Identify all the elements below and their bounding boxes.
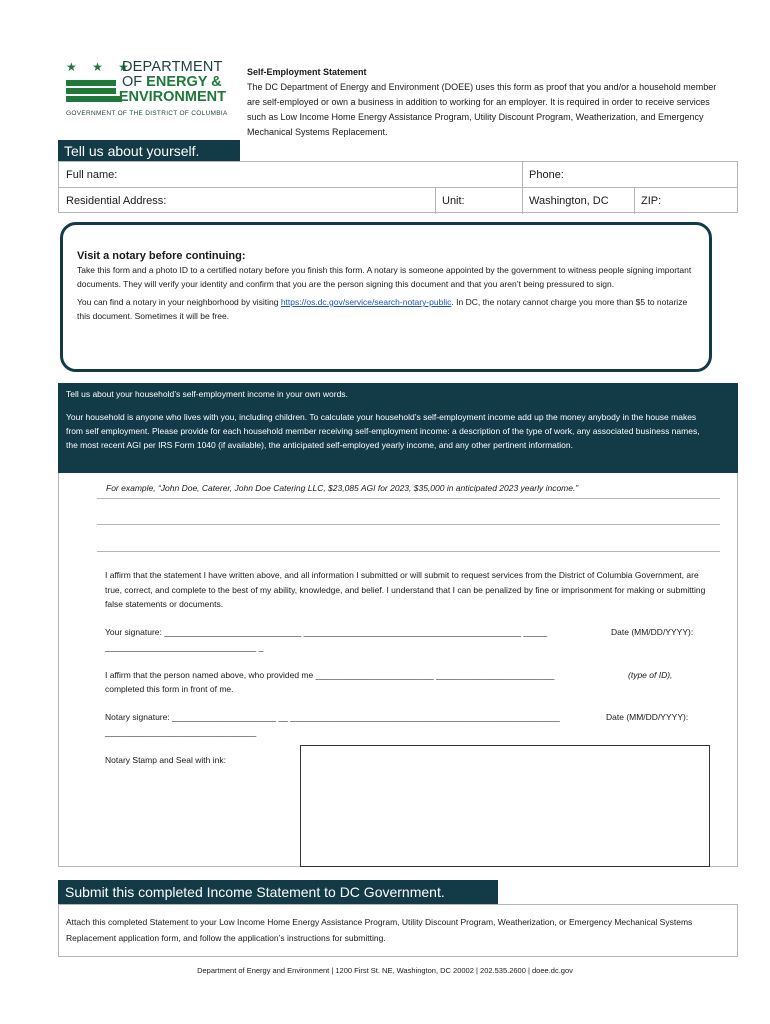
notary-heading: Visit a notary before continuing: — [77, 250, 246, 262]
signature-line-continued[interactable]: ________________________________ _ — [105, 642, 264, 652]
phone-field[interactable]: Phone: — [529, 169, 564, 181]
personal-info-table — [58, 161, 738, 213]
date-label: Date (MM/DD/YYYY): — [611, 627, 694, 637]
notary-search-link[interactable]: https://os.dc.gov/service/search-notary-public — [280, 297, 452, 307]
intro-section — [247, 65, 717, 140]
signature-line[interactable]: Your signature: _____________________________ ______________________________________________ _____ — [105, 627, 548, 637]
completed-text: completed this form in front of me. — [105, 684, 234, 694]
income-heading: Tell us about your household’s self-employment income in your own words. — [66, 389, 348, 399]
section-heading-about: Tell us about yourself. — [58, 140, 240, 162]
logo-department: DEPARTMENT — [122, 59, 223, 75]
write-line[interactable] — [97, 551, 720, 552]
submit-instructions: Attach this completed Statement to your Low Income Home Energy Assistance Program, Utility Discount Program, Weatherization, or Emergency Mechanical Systems Replacement application form, and follow the application’s instructions for submitting. — [58, 904, 738, 957]
doee-logo — [66, 60, 231, 122]
notary-stamp-box[interactable] — [300, 745, 710, 867]
unit-field[interactable]: Unit: — [442, 195, 465, 207]
table-row — [59, 188, 737, 214]
zip-field[interactable]: ZIP: — [641, 195, 662, 207]
notary-date-label: Date (MM/DD/YYYY): — [606, 712, 689, 722]
write-line[interactable] — [97, 498, 720, 499]
notary-notice — [60, 222, 712, 372]
write-line[interactable] — [97, 524, 720, 525]
intro-text: The DC Department of Energy and Environment (DOEE) uses this form as proof that you and/or a household member are self-employed or own a business in addition to working for an employer. It is required in order to receive services such as Low Income Home Energy Assistance Program, Utility Discount Program, Weatherization, and Emergency Mechanical Systems Replacement. — [247, 82, 717, 137]
notary-affirmation[interactable]: I affirm that the person named above, who provided me _________________________ _________________________ — [105, 670, 555, 680]
form-title: Self-Employment Statement — [247, 67, 367, 77]
logo-bar — [66, 80, 116, 86]
notary-text: Take this form and a photo ID to a certified notary before you finish this form. A notary is someone appointed by the government to witness people signing important documents. They will verify your identity and confirm that you are the person signing this document and that you aren’t being pressured to sign. — [77, 265, 692, 289]
id-type-label: (type of ID), — [628, 670, 673, 680]
table-row — [59, 162, 737, 188]
section-heading-submit: Submit this completed Income Statement to DC Government. — [58, 880, 498, 904]
city-label: Washington, DC — [529, 195, 609, 207]
notary-signature-continued[interactable]: ________________________________ — [105, 727, 257, 737]
address-field[interactable]: Residential Address: — [66, 195, 167, 207]
logo-government: GOVERNMENT OF THE DISTRICT OF COLUMBIA — [66, 110, 228, 117]
income-instructions — [58, 383, 738, 473]
full-name-field[interactable]: Full name: — [66, 169, 118, 181]
notary-find-text: You can find a notary in your neighborhood by visiting https://os.dc.gov/service/search-notary-public. In DC, the notary cannot charge you more than $5 to notarize this document. Sometimes it will be free. — [77, 297, 688, 321]
affirmation-statement: I affirm that the statement I have written above, and all information I submitted or will submit to request services from the District of Columbia Government, are true, correct, and complete to the best of my ability, knowledge, and belief. I understand that I can be penalized by fine or imprisonment for making or submitting false statements or documents. — [105, 570, 706, 609]
income-description: Your household is anyone who lives with you, including children. To calculate your household’s self-employment income add up the money anybody in the house makes from self employment. Please provide for each household member receiving self-employment income: a description of the type of work, any associated business names, the most recent AGI per IRS Form 1040 (if available), the anticipated self-employed yearly income, and any other pertinent information. — [66, 412, 700, 450]
page-footer: Department of Energy and Environment | 1200 First St. NE, Washington, DC 20002 | 202.535.2600 | doee.dc.gov — [197, 966, 573, 975]
logo-environment: ENVIRONMENT — [118, 89, 226, 105]
notary-signature-line[interactable]: Notary signature: ______________________ __ _________________________________________________________ — [105, 712, 560, 722]
stamp-label: Notary Stamp and Seal with ink: — [105, 755, 226, 765]
income-example: For example, “John Doe, Caterer, John Doe Catering LLC, $23,085 AGI for 2023, $35,000 in anticipated 2023 yearly income.” — [106, 483, 579, 493]
star-icon: ★ ★ ★ — [66, 60, 135, 74]
logo-energy: OF ENERGY & — [122, 74, 222, 90]
